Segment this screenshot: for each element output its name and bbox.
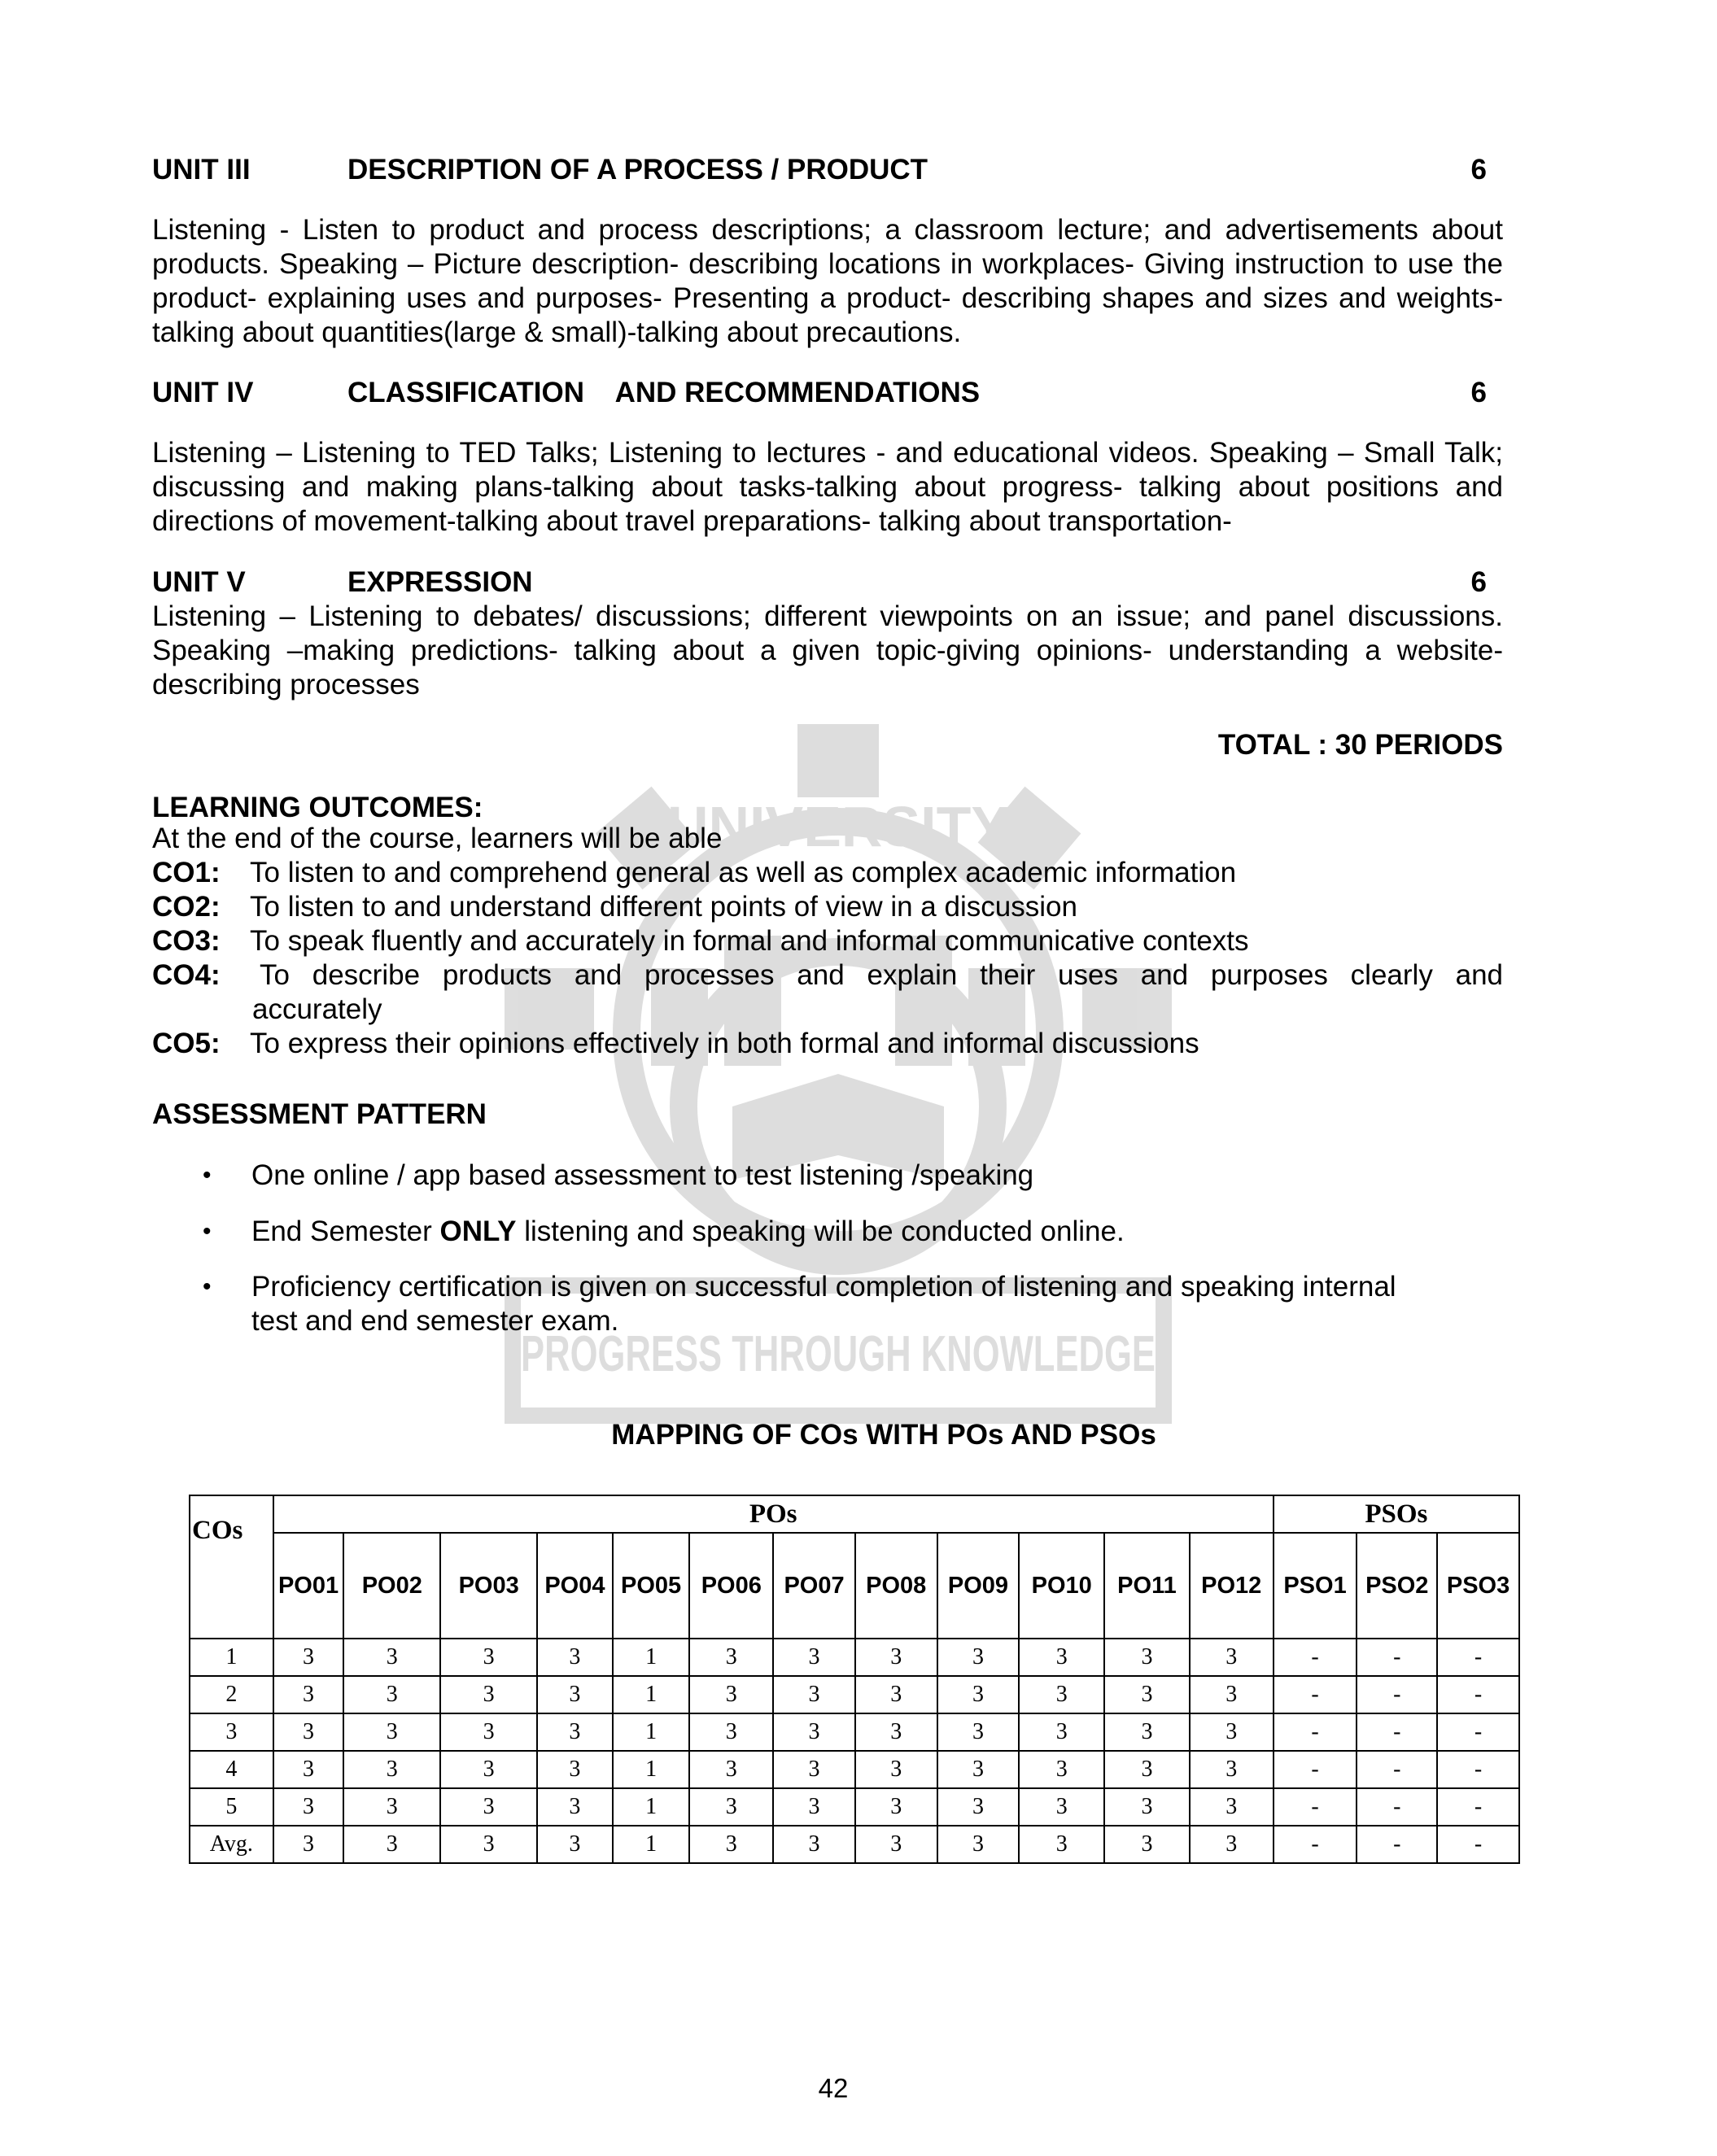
co-text: To describe products and processes and explain their uses and purposes clearly and bbox=[260, 959, 1503, 991]
column-header-po08: PO08 bbox=[855, 1533, 937, 1639]
table-cell: - bbox=[1437, 1713, 1519, 1751]
table-cell: 3 bbox=[440, 1639, 537, 1676]
table-cell: 3 bbox=[855, 1713, 937, 1751]
table-cell: 3 bbox=[343, 1639, 440, 1676]
unit-description: Listening – Listening to debates/ discussions; different viewpoints on an issue; and panel discussions. Speaking –making predictions- talking about a given topic-giving opinions- understanding a website- describing processes bbox=[152, 600, 1503, 700]
table-cell: 3 bbox=[273, 1676, 344, 1713]
table-cell: - bbox=[1274, 1788, 1357, 1826]
watermark-motto: PROGRESS THROUGH KNOWLEDGE bbox=[521, 1326, 1156, 1382]
table-cell: 3 bbox=[537, 1751, 613, 1788]
table-cell: 3 bbox=[1019, 1826, 1104, 1863]
table-cell: 3 bbox=[1190, 1713, 1274, 1751]
table-cell: 3 bbox=[343, 1751, 440, 1788]
table-cell: - bbox=[1357, 1713, 1437, 1751]
table-cell: 3 bbox=[273, 1788, 344, 1826]
table-cell: 3 bbox=[1019, 1639, 1104, 1676]
psos-group-header: PSOs bbox=[1274, 1495, 1519, 1533]
table-cell: 3 bbox=[273, 1826, 344, 1863]
table-cell: 3 bbox=[855, 1788, 937, 1826]
table-body bbox=[190, 1639, 1519, 1863]
total-periods: TOTAL : 30 PERIODS bbox=[1217, 729, 1503, 761]
column-header-po02: PO02 bbox=[343, 1533, 440, 1639]
column-header-po10: PO10 bbox=[1019, 1533, 1104, 1639]
row-label: 5 bbox=[190, 1788, 273, 1826]
table-cell: 3 bbox=[1104, 1639, 1190, 1676]
co-code: CO1: bbox=[152, 857, 221, 888]
table-cell: 1 bbox=[613, 1639, 690, 1676]
table-cell: - bbox=[1357, 1676, 1437, 1713]
table-cell: 3 bbox=[1019, 1788, 1104, 1826]
table-cell: 3 bbox=[937, 1676, 1020, 1713]
table-cell: - bbox=[1437, 1826, 1519, 1863]
table-row bbox=[190, 1713, 1519, 1751]
table-cell: 3 bbox=[343, 1826, 440, 1863]
table-cell: 3 bbox=[1019, 1676, 1104, 1713]
row-label: 1 bbox=[190, 1639, 273, 1676]
table-cell: 1 bbox=[613, 1713, 690, 1751]
table-cell: - bbox=[1437, 1676, 1519, 1713]
watermark-top-text: UNIVERSITY bbox=[666, 795, 1010, 858]
table-cell: - bbox=[1274, 1676, 1357, 1713]
table-cell: 3 bbox=[937, 1788, 1020, 1826]
column-header-po03: PO03 bbox=[440, 1533, 537, 1639]
unit-number: UNIT III bbox=[152, 154, 251, 185]
table-cell: 3 bbox=[537, 1826, 613, 1863]
table-cell: 3 bbox=[273, 1751, 344, 1788]
assessment-title: ASSESSMENT PATTERN bbox=[152, 1098, 487, 1130]
table-cell: 3 bbox=[1104, 1751, 1190, 1788]
table-row bbox=[190, 1639, 1519, 1676]
table-cell: 3 bbox=[773, 1639, 855, 1676]
table-cell: 3 bbox=[773, 1826, 855, 1863]
table-cell: - bbox=[1357, 1826, 1437, 1863]
learning-outcomes-intro: At the end of the course, learners will be able bbox=[152, 823, 723, 854]
table-cell: - bbox=[1274, 1639, 1357, 1676]
table-cell: 3 bbox=[273, 1713, 344, 1751]
table-group-header-row bbox=[190, 1495, 1519, 1533]
row-label: 4 bbox=[190, 1751, 273, 1788]
list-item-text: Proficiency certification is given on successful completion of listening and speaking internal test and end semester exam. bbox=[251, 1271, 1396, 1337]
bullet-icon: • bbox=[203, 1162, 212, 1189]
unit-description: Listening - Listen to product and process descriptions; a classroom lecture; and advertisements about products. Speaking – Picture description- describing locations in workplaces- Giving instruction to use the product- explaining uses and purposes- Presenting a product- describing shapes and sizes and weights- talking about quantities(large & small)-talking about precautions. bbox=[152, 214, 1503, 348]
table-cell: 3 bbox=[689, 1639, 773, 1676]
table-cell: 3 bbox=[689, 1788, 773, 1826]
table-cell: - bbox=[1437, 1788, 1519, 1826]
table-cell: 3 bbox=[773, 1676, 855, 1713]
table-row bbox=[190, 1676, 1519, 1713]
co-text: To express their opinions effectively in both formal and informal discussions bbox=[250, 1028, 1199, 1059]
table-cell: 3 bbox=[855, 1639, 937, 1676]
bullet-icon: • bbox=[203, 1218, 212, 1245]
table-cell: 3 bbox=[855, 1676, 937, 1713]
table-cell: 1 bbox=[613, 1751, 690, 1788]
table-cell: 3 bbox=[440, 1751, 537, 1788]
column-header-po05: PO05 bbox=[613, 1533, 690, 1639]
table-cell: 3 bbox=[1104, 1713, 1190, 1751]
row-label: 3 bbox=[190, 1713, 273, 1751]
table-cell: 3 bbox=[773, 1713, 855, 1751]
table-cell: 3 bbox=[440, 1788, 537, 1826]
unit-description: Listening – Listening to TED Talks; Listening to lectures - and educational videos. Speaking – Small Talk; discussing and making plans-talking about tasks-talking about progress- talking about positions and directions of movement-talking about travel preparations- talking about transportation- bbox=[152, 437, 1503, 537]
co-text: To speak fluently and accurately in formal and informal communicative contexts bbox=[250, 925, 1249, 957]
table-cell: - bbox=[1357, 1639, 1437, 1676]
table-cell: 3 bbox=[440, 1676, 537, 1713]
column-header-po11: PO11 bbox=[1104, 1533, 1190, 1639]
table-row bbox=[190, 1826, 1519, 1863]
list-item-emphasis: ONLY bbox=[439, 1215, 517, 1247]
row-label: 2 bbox=[190, 1676, 273, 1713]
co-code: CO2: bbox=[152, 891, 221, 923]
table-cell: 3 bbox=[855, 1826, 937, 1863]
table-cell: - bbox=[1274, 1751, 1357, 1788]
mapping-title: MAPPING OF COs WITH POs AND PSOs bbox=[611, 1419, 1156, 1451]
table-cell: - bbox=[1357, 1788, 1437, 1826]
table-cell: 3 bbox=[1104, 1826, 1190, 1863]
row-label: Avg. bbox=[190, 1826, 273, 1863]
co-code: CO3: bbox=[152, 925, 221, 957]
table-cell: - bbox=[1437, 1639, 1519, 1676]
list-item-text: One online / app based assessment to test listening /speaking bbox=[251, 1159, 1034, 1191]
table-cell: 3 bbox=[1019, 1713, 1104, 1751]
unit-hours: 6 bbox=[1470, 377, 1487, 408]
table-cell: - bbox=[1437, 1751, 1519, 1788]
unit-hours: 6 bbox=[1470, 154, 1487, 185]
mapping-table bbox=[189, 1495, 1520, 1864]
table-cell: 3 bbox=[440, 1713, 537, 1751]
table-cell: 3 bbox=[1190, 1751, 1274, 1788]
table-row bbox=[190, 1751, 1519, 1788]
column-header-po04: PO04 bbox=[537, 1533, 613, 1639]
unit-heading bbox=[152, 151, 1503, 189]
unit-title: CLASSIFICATION AND RECOMMENDATIONS bbox=[347, 377, 981, 408]
table-cell: 3 bbox=[1104, 1788, 1190, 1826]
unit-heading bbox=[152, 374, 1503, 412]
pos-group-header: POs bbox=[273, 1495, 1274, 1533]
table-cell: 3 bbox=[1019, 1751, 1104, 1788]
table-cell: 3 bbox=[689, 1676, 773, 1713]
table-row bbox=[190, 1788, 1519, 1826]
table-cell: 3 bbox=[773, 1788, 855, 1826]
column-header-po12: PO12 bbox=[1190, 1533, 1274, 1639]
table-cell: 3 bbox=[937, 1639, 1020, 1676]
table-cell: 3 bbox=[937, 1713, 1020, 1751]
learning-outcomes-title: LEARNING OUTCOMES: bbox=[152, 792, 483, 823]
table-cell: 3 bbox=[343, 1713, 440, 1751]
co-text: To listen to and understand different points of view in a discussion bbox=[250, 891, 1077, 923]
table-cell: 3 bbox=[537, 1639, 613, 1676]
column-header-pso2: PSO2 bbox=[1357, 1533, 1437, 1639]
table-cell: 3 bbox=[1190, 1788, 1274, 1826]
column-header-po09: PO09 bbox=[937, 1533, 1020, 1639]
unit-number: UNIT IV bbox=[152, 377, 254, 408]
co-text: To listen to and comprehend general as well as complex academic information bbox=[250, 857, 1237, 888]
table-cell: 1 bbox=[613, 1826, 690, 1863]
table-cell: 3 bbox=[1190, 1639, 1274, 1676]
unit-hours: 6 bbox=[1470, 566, 1487, 598]
table-cell: 1 bbox=[613, 1676, 690, 1713]
column-header-po07: PO07 bbox=[773, 1533, 855, 1639]
table-cell: 3 bbox=[689, 1713, 773, 1751]
table-cell: 3 bbox=[537, 1676, 613, 1713]
table-cell: - bbox=[1357, 1751, 1437, 1788]
unit-heading bbox=[152, 564, 1503, 601]
table-cell: 3 bbox=[440, 1826, 537, 1863]
table-cell: 3 bbox=[1104, 1676, 1190, 1713]
table-cell: 3 bbox=[855, 1751, 937, 1788]
column-header-po01: PO01 bbox=[273, 1533, 344, 1639]
unit-number: UNIT V bbox=[152, 566, 246, 598]
table-cell: 3 bbox=[1190, 1676, 1274, 1713]
table-column-header-row bbox=[190, 1533, 1519, 1639]
column-header-pso1: PSO1 bbox=[1274, 1533, 1357, 1639]
co-text-continuation: accurately bbox=[252, 993, 382, 1025]
unit-title: DESCRIPTION OF A PROCESS / PRODUCT bbox=[347, 154, 928, 185]
table-cell: 3 bbox=[689, 1826, 773, 1863]
table-cell: 3 bbox=[1190, 1826, 1274, 1863]
table-cell: 3 bbox=[273, 1639, 344, 1676]
table-cell: 3 bbox=[689, 1751, 773, 1788]
table-cell: 3 bbox=[937, 1751, 1020, 1788]
table-cell: 3 bbox=[937, 1826, 1020, 1863]
co-code: CO4: bbox=[152, 959, 221, 991]
table-cell: 3 bbox=[537, 1713, 613, 1751]
table-cell: 3 bbox=[537, 1788, 613, 1826]
table-cell: 3 bbox=[773, 1751, 855, 1788]
table-cell: 1 bbox=[613, 1788, 690, 1826]
table-cell: - bbox=[1274, 1713, 1357, 1751]
cos-header: COs bbox=[190, 1495, 273, 1639]
column-header-pso3: PSO3 bbox=[1437, 1533, 1519, 1639]
list-item-text-part: listening and speaking will be conducted online. bbox=[516, 1215, 1125, 1247]
list-item-text bbox=[251, 1215, 1472, 1249]
table-cell: 3 bbox=[343, 1676, 440, 1713]
co-code: CO5: bbox=[152, 1028, 221, 1059]
page-number: 42 bbox=[818, 2073, 849, 2103]
list-item-text-part: End Semester bbox=[251, 1215, 440, 1247]
table-cell: 3 bbox=[343, 1788, 440, 1826]
column-header-po06: PO06 bbox=[689, 1533, 773, 1639]
table-cell: - bbox=[1274, 1826, 1357, 1863]
bullet-icon: • bbox=[203, 1273, 212, 1300]
unit-title: EXPRESSION bbox=[347, 566, 533, 598]
